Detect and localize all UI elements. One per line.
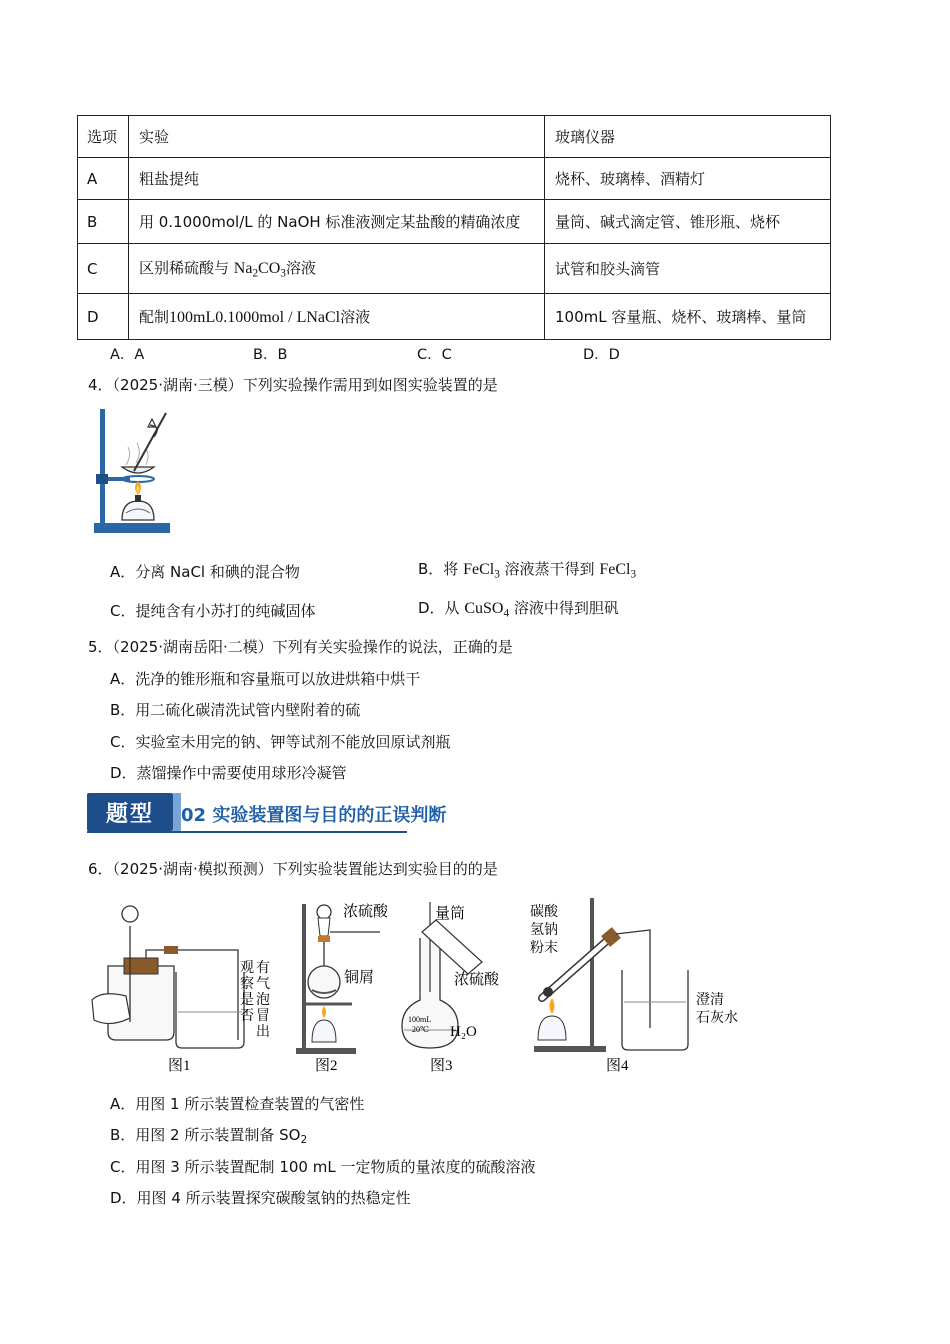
cell-glassware: 烧杯、玻璃棒、酒精灯 [545,158,831,200]
q6-option-b[interactable] [110,1124,307,1146]
fig3-acid-label: 浓硫酸 [454,972,500,988]
beaker-4 [622,970,688,1050]
cell-option: A [78,158,129,200]
section-underline [87,831,407,833]
formula-fecl3 [463,561,500,581]
q6-option-c[interactable]: C．用图 3 所示装置配制 100 mL 一定物质的量浓度的硫酸溶液 [110,1158,536,1176]
table-row [78,244,831,294]
cell-option: B [78,200,129,244]
table-row [78,200,831,244]
fig2-cu-label: 铜屑 [344,970,375,986]
formula-subscript: 3 [630,568,637,581]
q5-stem: 5．（2025·湖南岳阳·二模）下列有关实验操作的说法，正确的是 [88,638,513,656]
fig1-label-col1c: 是 [240,993,254,1008]
cell-glassware: 量筒、碱式滴定管、锥形瓶、烧杯 [545,200,831,244]
alcohol-lamp-2 [312,1020,336,1042]
q3-option-a[interactable]: A．A [110,347,145,363]
cell-experiment [129,294,545,340]
experiment-text: 配制 [139,308,170,326]
evaporating-dish [122,467,154,473]
q6-figures [90,892,760,1082]
dropping-funnel-top [317,905,331,919]
fig1-label-col2b: 气 [256,977,270,992]
table-header-row [78,116,831,158]
fig3-cyl-label: 量筒 [435,906,466,922]
q3-option-b[interactable]: B．B [253,347,288,363]
flame-icon [550,998,555,1014]
options-table [77,115,831,340]
option-text: B．用图 2 所示装置制备 SO [110,1126,301,1144]
stopcock [318,936,330,942]
formula-part: FeCl [599,561,631,578]
header-option: 选项 [78,116,129,158]
cell-option: C [78,244,129,294]
evaporation-apparatus-figure [92,405,174,539]
section-badge-tab [173,793,181,831]
formula-part: CO [258,260,281,278]
formula-cuso4 [464,600,510,620]
formula-part: Na [233,260,253,278]
figure-2-so2 [296,903,389,1074]
cell-option: D [78,294,129,340]
cell-experiment [129,244,545,294]
delivery-tube-4 [616,930,650,1028]
formula-part: CuSO [464,600,504,617]
q4-stem: 4．（2025·湖南·三模）下列实验操作需用到如图实验装置的是 [88,376,498,394]
fig1-label-col2c: 泡 [256,993,270,1008]
fig4-salt-label-2: 氢钠 [530,923,558,938]
q5-option-a[interactable]: A．洗净的锥形瓶和容量瓶可以放进烘箱中烘干 [110,670,421,688]
fig3-water-label: H₂O [450,1024,477,1040]
powder-sample [543,987,553,997]
formula-part: FeCl [463,561,495,578]
clamp-boss [96,474,108,484]
stand-base [94,523,170,533]
fig3-temp-label: 20℃ [412,1025,429,1034]
figure-4-nahco3 [530,898,738,1074]
formula-na2co3 [233,260,286,280]
stand-base-4 [534,1046,606,1052]
formula-fecl3 [599,561,637,581]
alcohol-lamp-4 [538,1016,566,1040]
fig1-label-col1d: 否 [240,1009,254,1024]
hand-icon [92,994,130,1024]
beaker-1 [176,972,244,1048]
q4-option-b[interactable] [418,558,636,580]
fig3-flask-label: 100mL [408,1015,432,1024]
section-badge: 题型 [87,793,173,831]
fig4-caption: 图4 [606,1058,629,1074]
dropping-funnel [318,918,330,936]
section-banner [87,793,447,831]
fig1-label-col1b: 察 [240,977,254,992]
stand-base-2 [296,1048,356,1054]
figure-3-volumetric [402,902,500,1074]
fig4-lime-label-1: 澄清 [696,993,724,1008]
figure-1-airtightness [92,906,270,1074]
section-title: 02 实验装置图与目的的正误判断 [181,805,447,826]
table-row [78,294,831,340]
table-row [78,158,831,200]
q3-answer-options [110,343,810,363]
fig2-caption: 图2 [315,1058,338,1074]
experiment-text: 溶液 [340,308,371,326]
option-text: 溶液蒸干得到 [499,560,600,578]
fig4-lime-label-2: 石灰水 [696,1011,738,1026]
formula-subscript: 2 [300,1134,308,1147]
fig1-label-col2: 有 [256,961,270,976]
fig1-label-col2e: 出 [256,1025,270,1040]
stand-rod-4 [590,898,594,1048]
q6-option-a[interactable]: A．用图 1 所示装置检查装置的气密性 [110,1095,365,1113]
formula-subscript: 3 [494,568,500,581]
rubber-stopper [124,958,158,974]
fig1-label-col2d: 冒 [256,1009,270,1024]
formula-nacl: 100mL0.1000mol / LNaCl [169,309,341,326]
fig3-caption: 图3 [430,1058,453,1074]
cell-glassware: 试管和胶头滴管 [545,244,831,294]
experiment-text: 区别稀硫酸与 [139,259,234,278]
vapor-lines [126,443,148,465]
experiment-text: 溶液 [285,259,316,278]
q3-option-d[interactable]: D．D [583,347,620,363]
stand-rod [100,409,105,525]
q6-option-d[interactable]: D．用图 4 所示装置探究碳酸氢钠的热稳定性 [110,1189,411,1207]
funnel-bulb [122,906,138,922]
cell-experiment: 粗盐提纯 [129,158,545,200]
formula-subscript: 2 [252,267,259,280]
stand-rod-2 [302,904,306,1052]
q4-option-d[interactable] [418,597,619,619]
fig4-salt-label-1: 碳酸 [530,905,558,920]
q5-option-b[interactable]: B．用二硫化碳清洗试管内壁附着的硫 [110,701,361,719]
q4-option-c[interactable]: C．提纯含有小苏打的纯碱固体 [110,602,316,620]
q3-option-c[interactable]: C．C [417,347,452,363]
q5-option-d[interactable]: D．蒸馏操作中需要使用球形冷凝管 [110,764,347,782]
header-glassware: 玻璃仪器 [545,116,831,158]
cell-glassware: 100mL 容量瓶、烧杯、玻璃棒、量筒 [545,294,831,340]
option-text: B．将 [418,560,464,578]
tube-connector [164,946,178,954]
header-experiment: 实验 [129,116,545,158]
q6-stem: 6．（2025·湖南·模拟预测）下列实验装置能达到实验目的的是 [88,860,498,878]
lamp-wick [135,495,141,502]
cell-experiment: 用 0.1000mol/L 的 NaOH 标准液测定某盐酸的精确浓度 [129,200,545,244]
flame-icon [322,1006,326,1018]
stir-arrow-icon [148,419,157,437]
formula-subscript: 4 [503,607,510,620]
q5-option-c[interactable]: C．实验室未用完的钠、钾等试剂不能放回原试剂瓶 [110,733,451,751]
formula-subscript: 3 [280,267,286,280]
fig1-caption: 图1 [168,1058,191,1074]
fig2-acid-label: 浓硫酸 [343,904,389,920]
q4-option-a[interactable]: A．分离 NaCl 和碘的混合物 [110,563,300,581]
option-text: D．从 [418,599,465,617]
fig1-label-col1: 观 [240,961,254,976]
fig4-salt-label-3: 粉末 [530,941,558,956]
option-text: 溶液中得到胆矾 [509,599,619,617]
alcohol-lamp [122,501,154,520]
